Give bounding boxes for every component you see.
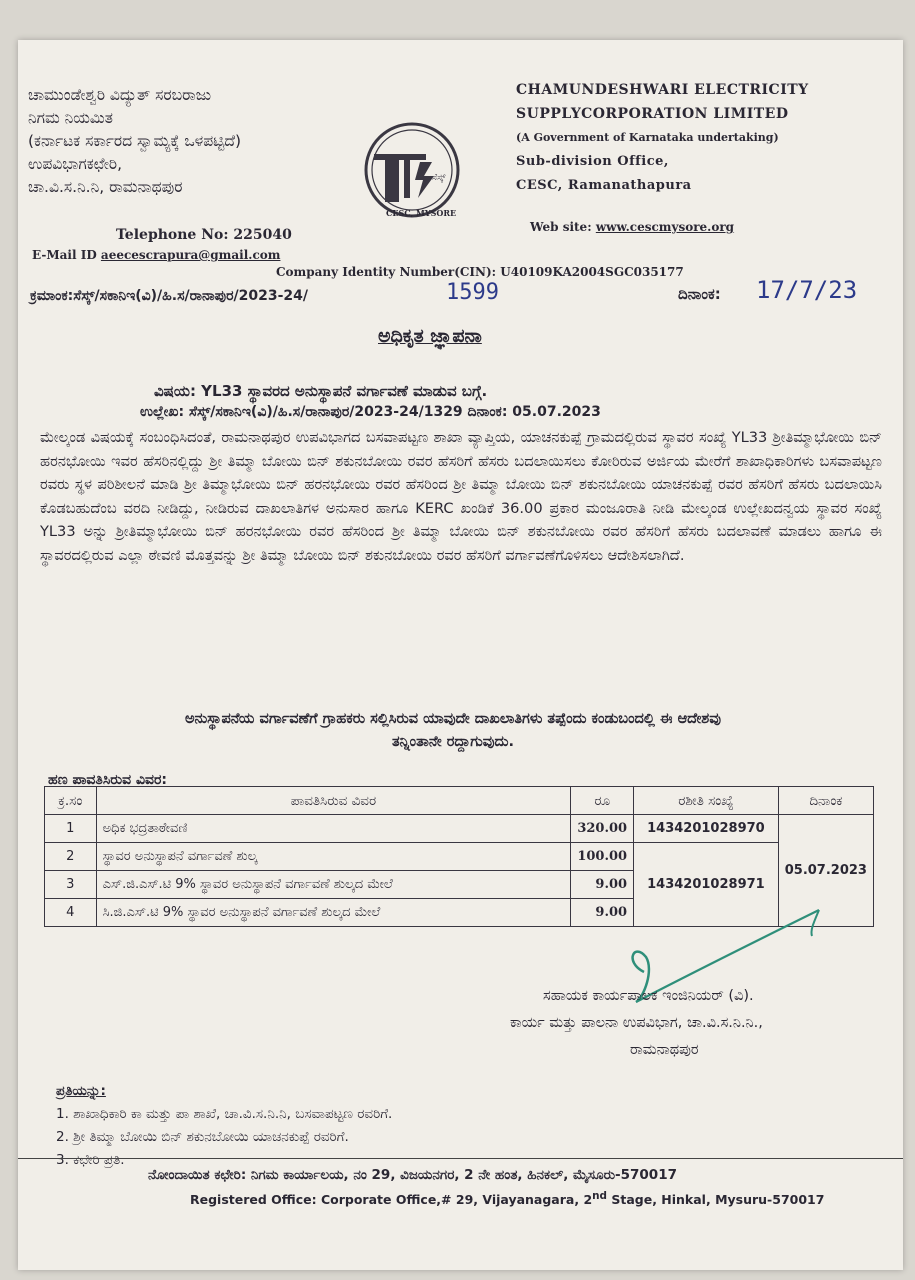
cin-number: Company Identity Number(CIN): U40109KA2004SGC035177: [276, 265, 684, 279]
header-left-line: (ಕರ್ನಾಟಕ ಸರ್ಕಾರದ ಸ್ವಾಮ್ಯಕ್ಕೆ ಒಳಪಟ್ಟಿದೆ): [28, 132, 242, 150]
body-paragraph: ಮೇಲ್ಕಂಡ ವಿಷಯಕ್ಕೆ ಸಂಬಂಧಿಸಿದಂತೆ, ರಾಮನಾಥಪುರ ಉಪವಿಭಾಗದ ಬಸವಾಪಟ್ಟಣ ಶಾಖಾ ವ್ಯಾಪ್ತಿಯ, ಯಾಚನಕುಪ್ಪೆ ಗ್ರಾಮದಲ್ಲಿರುವ ಸ್ಥಾವರ ಸಂಖ್ಯೆ YL33 ಶ್ರೀತಿಮ್ಮಾಭೋಯಿ ಬಿನ್ ಹರನಭೋಯಿ ಇವರ ಹೆಸರಿನಲ್ಲಿದ್ದು ಶ್ರೀ ತಿಮ್ಮಾ ಬೋಯಿ ಬಿನ್ ಶಕುನಬೋಯಿ ರವರ ಹೆಸರಿಗೆ ಹೆಸರು ಬದಲಾಯಿಸಲು ಕೋರಿರುವ ಅರ್ಜಿಯ ಮೇರೆಗೆ ಶಾಖಾಧಿಕಾರಿಗಳು ಬಸವಾಪಟ್ಟಣ ರವರು ಸ್ಥಳ ಪರಿಶೀಲನೆ ಮಾಡಿ ಶ್ರೀ ತಿಮ್ಮಾಭೋಯಿ ಬಿನ್ ಹರನಭೋಯಿ ರವರ ಹೆಸರಿಂದ ಶ್ರೀ ತಿಮ್ಮಾ ಬೋಯಿ ಬಿನ್ ಶಕುನಬೋಯಿ ಯಾಚನಕುಪ್ಪೆ ರವರ ಹೆಸರಿಗೆ ಹೆಸರು ಬದಲಾಯಿಸಿ ಕೊಡಬಹುದೆಂಬ ವರದಿ ನೀಡಿದ್ದು, ನೀಡಿರುವ ದಾಖಲಾತಿಗಳ ಅನುಸಾರ ಹಾಗೂ KERC ಖಂಡಿಕೆ 36.00 ಪ್ರಕಾರ ಮಂಜೂರಾತಿ ನೀಡಿ ಮೇಲ್ಕಂಡ ಉಲ್ಲೇಖದನ್ವಯ ಸ್ಥಾವರ ಸಂಖ್ಯೆ YL33 ಅನ್ನು ಶ್ರೀತಿಮ್ಮಾಭೋಯಿ ಬಿನ್ ಹರನಭೋಯಿ ರವರ ಹೆಸರಿಂದ ಶ್ರೀ ತಿಮ್ಮಾ ಬೋಯಿ ಬಿನ್ ಶಕುನಬೋಯಿ ರವರ ಹೆಸರಿಗೆ ಹೆಸರು ಬದಲಾವಣೆ ಮಾಡಲು ಹಾಗೂ ಈ ಸ್ಥಾವರದಲ್ಲಿರುವ ಎಲ್ಲಾ ಠೇವಣಿ ಮೊತ್ತವನ್ನು ಶ್ರೀ ತಿಮ್ಮಾ ಬೋಯಿ ಬಿನ್ ಶಕುನಬೋಯಿ ರವರ ಹೆಸರಿಗೆ ವರ್ಗಾವಣೆಗೊಳಿಸಲು ಆದೇಶಿಸಲಾಗಿದೆ.: [40, 429, 882, 564]
header-left-line: ಚಾ.ವಿ.ಸ.ನಿ.ನಿ, ರಾಮನಾಥಪುರ: [28, 178, 183, 196]
amount-cell: 9.00: [571, 871, 634, 899]
cancellation-note: [58, 708, 848, 754]
column-header: ಪಾವತಿಸಿರುವ ವಿವರ: [96, 787, 571, 815]
email-line: [32, 248, 280, 262]
signatory-designation: ಸಹಾಯಕ ಕಾರ್ಯಪಾಲಕ ಇಂಜಿನಿಯರ್ (ವಿ).: [543, 988, 754, 1004]
email-address: aeecescrapura@gmail.com: [100, 248, 281, 262]
office-location: CESC, Ramanathapura: [516, 178, 692, 193]
signatory-division: ಕಾರ್ಯ ಮತ್ತು ಪಾಲನಾ ಉಪವಿಭಾಗ, ಚಾ.ವಿ.ಸ.ನಿ.ನಿ.,: [510, 1015, 763, 1031]
header-left-line: ನಿಗಮ ನಿಯಮಿತ: [28, 109, 113, 127]
subject-line: ವಿಷಯ: YL33 ಸ್ಥಾವರದ ಅನುಸ್ಥಾಪನೆ ವರ್ಗಾವಣೆ ಮಾಡುವ ಬಗ್ಗೆ.: [154, 382, 488, 400]
serial-cell: 4: [45, 899, 97, 927]
telephone: Telephone No: 225040: [116, 227, 292, 243]
reference-number-handwritten: 1599: [446, 280, 499, 305]
amount-cell: 320.00: [571, 815, 634, 843]
note-line: ಅನುಸ್ಥಾಪನೆಯ ವರ್ಗಾವಣೆಗೆ ಗ್ರಾಹಕರು ಸಲ್ಲಿಸಿರುವ ಯಾವುದೇ ದಾಖಲಾತಿಗಳು ತಪ್ಪೆಂದು ಕಂಡುಬಂದಲ್ಲಿ ಈ ಆದೇಶವು: [184, 711, 722, 727]
header-left: [28, 84, 241, 199]
serial-cell: 2: [45, 843, 97, 871]
footer-english-part: Registered Office: Corporate Office,# 29, Vijayanagara, 2: [190, 1192, 593, 1208]
reference-line: ಉಲ್ಲೇಖ: ಸೆಸ್ಕ್/ಸಕಾನಿಇ(ವಿ)/ಹಿ.ಸ/ರಾನಾಪುರ/2023-24/1329 ದಿನಾಂಕ: 05.07.2023: [140, 404, 601, 420]
document-title: ಅಧಿಕೃತ ಜ್ಞಾಪನಾ: [378, 325, 482, 347]
header-left-line: ಚಾಮುಂಡೇಶ್ವರಿ ವಿದ್ಯುತ್ ಸರಬರಾಜು: [28, 86, 212, 104]
serial-cell: 3: [45, 871, 97, 899]
company-name-line2: SUPPLYCORPORATION LIMITED: [516, 106, 789, 122]
website-link[interactable]: www.cescmysore.org: [595, 220, 735, 234]
serial-cell: 1: [45, 815, 97, 843]
logo-caption: CESC, MYSORE: [386, 208, 457, 218]
signatory-location: ರಾಮನಾಥಪುರ: [630, 1042, 699, 1058]
sub-division-office: Sub-division Office,: [516, 154, 669, 169]
website-line: [530, 220, 734, 234]
table-row: [45, 843, 874, 871]
date-cell: 05.07.2023: [778, 815, 873, 927]
header-left-line: ಉಪವಿಭಾಗಕಛೇರಿ,: [28, 155, 123, 173]
amount-cell: 9.00: [571, 899, 634, 927]
payment-details-title: ಹಣ ಪಾವತಿಸಿರುವ ವಿವರ:: [48, 772, 168, 788]
copies-heading: ಪ್ರತಿಯನ್ನು:: [56, 1083, 106, 1099]
description-cell: ಸಿ.ಜಿ.ಎಸ್.ಟಿ 9% ಸ್ಥಾವರ ಅನುಸ್ಥಾಪನೆ ವರ್ಗಾವಣೆ ಶುಲ್ಕದ ಮೇಲೆ: [96, 899, 571, 927]
footer-divider: [18, 1158, 903, 1159]
footer-kannada: ನೋಂದಾಯಿತ ಕಛೇರಿ: ನಿಗಮ ಕಾರ್ಯಾಲಯ, ನಂ 29, ವಿಜಯನಗರ, 2 ನೇ ಹಂತ, ಹಿನಕಲ್, ಮೈಸೂರು-570017: [148, 1167, 677, 1183]
footer-english-part: Stage, Hinkal, Mysuru-570017: [607, 1192, 825, 1208]
list-item: 3. ಕಛೇರಿ ಪ್ರತಿ.: [56, 1152, 125, 1168]
table-row: [45, 815, 874, 843]
column-header: ಕ್ರ.ಸಂ: [45, 787, 97, 815]
reference-number-label: ಕ್ರಮಾಂಕ:ಸೆಸ್ಕ್/ಸಕಾನಿಇ(ವಿ)/ಹಿ.ಸ/ರಾನಾಪುರ/2023-24/: [30, 288, 308, 304]
svg-text:ಸೆಸ್ಕ್: ಸೆಸ್ಕ್: [432, 173, 446, 183]
receipt-cell: 1434201028970: [634, 815, 779, 843]
website-label: Web site:: [530, 220, 592, 234]
amount-cell: 100.00: [571, 843, 634, 871]
description-cell: ಅಧಿಕ ಭದ್ರತಾಠೇವಣಿ: [96, 815, 571, 843]
footer-english: [190, 1190, 824, 1207]
list-item: 2. ಶ್ರೀ ತಿಮ್ಮಾ ಬೋಯಿ ಬಿನ್ ಶಕುನಬೋಯಿ ಯಾಚನಕುಪ್ಪೆ ರವರಿಗೆ.: [56, 1129, 349, 1145]
column-header: ರೂ: [571, 787, 634, 815]
note-line: ತನ್ನಿಂತಾನೇ ರದ್ದಾಗುವುದು.: [391, 734, 515, 750]
description-cell: ಸ್ಥಾವರ ಅನುಸ್ಥಾಪನೆ ವರ್ಗಾವಣೆ ಶುಲ್ಕ: [96, 843, 571, 871]
date-handwritten: 17/7/23: [756, 276, 858, 304]
cesc-logo-icon: [360, 118, 465, 220]
signature-block: [510, 983, 763, 1064]
email-label: E-Mail ID: [32, 248, 97, 262]
header-right: [516, 78, 809, 198]
letter-page: [18, 40, 903, 1270]
date-label: ದಿನಾಂಕ:: [678, 285, 721, 303]
receipt-cell: 1434201028971: [634, 843, 779, 927]
column-header: ದಿನಾಂಕ: [778, 787, 873, 815]
company-name-line1: CHAMUNDESHWARI ELECTRICITY: [516, 82, 809, 98]
description-cell: ಎಸ್.ಜಿ.ಎಸ್.ಟಿ 9% ಸ್ಥಾವರ ಅನುಸ್ಥಾಪನೆ ವರ್ಗಾವಣೆ ಶುಲ್ಕದ ಮೇಲೆ: [96, 871, 571, 899]
column-header: ರಶೀತಿ ಸಂಖ್ಯೆ: [634, 787, 779, 815]
footer-sup: nd: [592, 1190, 607, 1202]
list-item: 1. ಶಾಖಾಧಿಕಾರಿ ಕಾ ಮತ್ತು ಪಾ ಶಾಖೆ, ಚಾ.ವಿ.ಸ.ನಿ.ನಿ, ಬಸವಾಪಟ್ಟಣ ರವರಿಗೆ.: [56, 1106, 393, 1122]
company-govt-line: (A Government of Karnataka undertaking): [516, 131, 779, 144]
table-header-row: [45, 787, 874, 815]
